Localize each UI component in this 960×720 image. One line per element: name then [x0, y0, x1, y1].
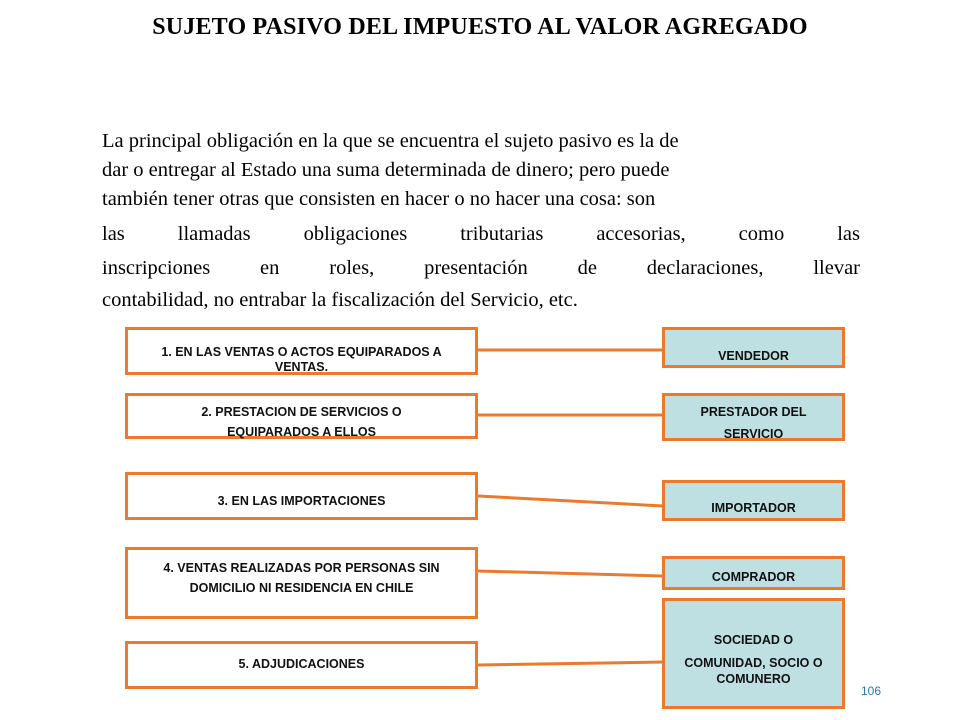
right-box-vendedor: VENDEDOR	[662, 327, 845, 368]
right-box-prestador: PRESTADOR DEL SERVICIO	[662, 393, 845, 441]
connector-line-5	[478, 662, 663, 665]
paragraph-line: también tener otras que consisten en hacer o no hacer una cosa: son	[102, 188, 656, 210]
paragraph-line: las llamadas obligaciones tributarias accesorias, como las	[102, 223, 860, 245]
paragraph-line: La principal obligación en la que se encuentra el sujeto pasivo es la de	[102, 130, 679, 152]
connector-line-3	[478, 496, 663, 506]
right-box-comprador: COMPRADOR	[662, 556, 845, 590]
left-box-prestacion: 2. PRESTACION DE SERVICIOS O EQUIPARADOS A ELLOS	[125, 393, 478, 439]
left-box-adjudicaciones: 5. ADJUDICACIONES	[125, 641, 478, 689]
page-number: 106	[861, 684, 882, 698]
right-box-sociedad: SOCIEDAD O COMUNIDAD, SOCIO O COMUNERO	[662, 598, 845, 709]
connector-line-4	[478, 571, 663, 576]
slide-title: SUJETO PASIVO DEL IMPUESTO AL VALOR AGREGADO	[152, 14, 808, 40]
paragraph-line: inscripciones en roles, presentación de declaraciones, llevar	[102, 257, 860, 279]
left-box-importaciones: 3. EN LAS IMPORTACIONES	[125, 472, 478, 520]
paragraph-line: contabilidad, no entrabar la fiscalización del Servicio, etc.	[102, 289, 578, 311]
paragraph-line: dar o entregar al Estado una suma determinada de dinero; pero puede	[102, 159, 670, 181]
right-box-importador: IMPORTADOR	[662, 480, 845, 521]
left-box-ventas-sin-domicilio: 4. VENTAS REALIZADAS POR PERSONAS SIN DOMICILIO NI RESIDENCIA EN CHILE	[125, 547, 478, 619]
left-box-ventas: 1. EN LAS VENTAS O ACTOS EQUIPARADOS A VENTAS.	[125, 327, 478, 375]
